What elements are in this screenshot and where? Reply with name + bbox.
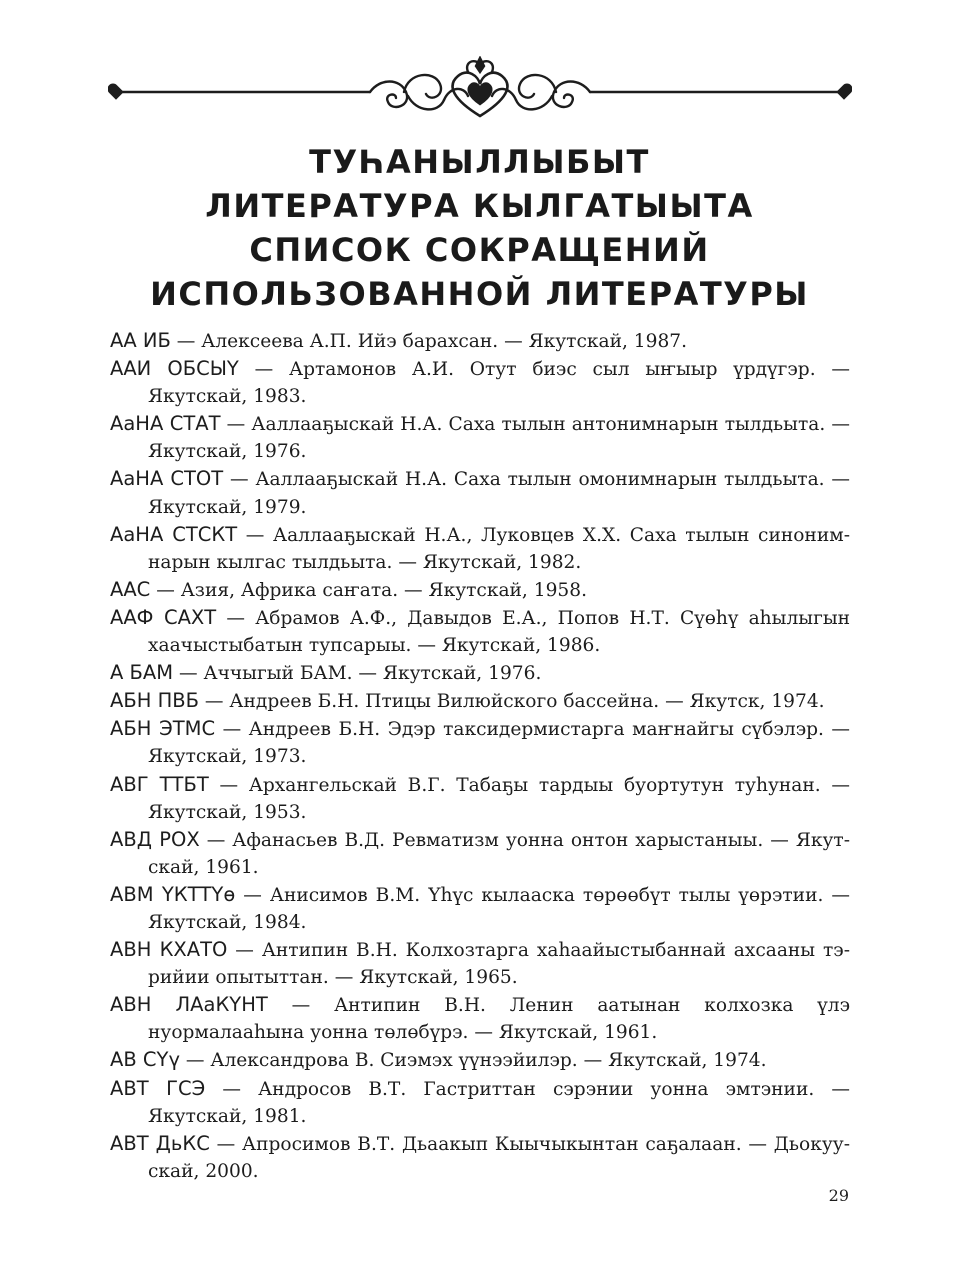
- list-item: [110, 355, 850, 410]
- list-item: [110, 1130, 850, 1185]
- entry-text: Андросов В.Т. Гастриттан сэрэнии уонна эмтэнии. — Якутскай, 1981.: [148, 1078, 850, 1127]
- entry-text: Апросимов В.Т. Дьаакып Кыычыкынтан саҕалаан. — Дьокуускай, 2000.: [148, 1133, 851, 1182]
- entry-text: Александрова В. Сиэмэх үүнээйилэр. — Якутскай, 1974.: [210, 1050, 767, 1072]
- list-item: [110, 659, 850, 687]
- title-russian-line-1: СПИСОК СОКРАЩЕНИЙ: [249, 231, 710, 269]
- entry-abbreviation: А БАМ: [110, 661, 174, 685]
- entry-abbreviation: АаНА СТСКТ: [110, 522, 238, 546]
- entry-text: Антипин В.Н. Колхозтарга хаһаайыстыбаннай ахсааны тэрийии опытыттан. — Якутскай, 1965.: [148, 940, 851, 989]
- list-item: [110, 327, 850, 355]
- entry-abbreviation: АВТ ГСЭ: [110, 1076, 206, 1100]
- entry-abbreviation: ААФ САХТ: [110, 605, 217, 629]
- list-item: [110, 576, 850, 604]
- entry-separator: —: [150, 579, 181, 601]
- entry-separator: —: [227, 940, 262, 962]
- entry-separator: —: [215, 719, 249, 741]
- entry-text: Алексеева А.П. Ийэ барахсан. — Якутскай, 1987.: [201, 331, 688, 352]
- entry-separator: —: [173, 663, 204, 685]
- entry-separator: —: [220, 414, 252, 436]
- entry-text: Абрамов А.Ф., Давыдов Е.А., Попов Н.Т. Сүөһү аһылыгын хаачыстыбатын тупсарыы. — Якутскай, 1986.: [148, 607, 851, 657]
- entry-abbreviation: АаНА СТАТ: [110, 412, 221, 436]
- entry-separator: —: [216, 607, 256, 629]
- entry-text: Архангельскай В.Г. Табаҕы тардыы буортутун туһунан. — Якутскай, 1953.: [148, 774, 851, 823]
- list-item: [110, 604, 850, 659]
- list-item: [110, 771, 850, 826]
- entry-abbreviation: АВД РОХ: [110, 827, 200, 851]
- title-yakut: [0, 140, 959, 228]
- entry-text: Артамонов А.И. Отут биэс сыл ыҥыыр үрдүгэр. — Якутскай, 1983.: [148, 359, 850, 408]
- list-item: [110, 521, 850, 576]
- entry-text: Антипин В.Н. Ленин аатынан колхозка үлэ нуормалааһына уонна төлөбүрэ. — Якутскай, 1961.: [148, 995, 851, 1044]
- entry-text: Афанасьев В.Д. Ревматизм уонна онтон харыстаныы. — Якутскай, 1961.: [148, 829, 850, 878]
- list-item: [110, 936, 850, 991]
- abbreviation-list: [110, 327, 850, 1185]
- entry-separator: —: [209, 1133, 243, 1155]
- entry-separator: —: [238, 359, 289, 381]
- list-item: [110, 410, 850, 465]
- title-yakut-line-2: ЛИТЕРАТУРА КЫЛГАТЫЫТА: [205, 187, 754, 225]
- ornamental-divider-icon: [108, 56, 852, 128]
- entry-separator: —: [205, 1078, 259, 1100]
- entry-separator: —: [170, 331, 202, 352]
- entry-abbreviation: АВН ЛАаКҮНТ: [110, 993, 268, 1017]
- entry-separator: —: [237, 524, 274, 546]
- list-item: [110, 687, 850, 715]
- list-item: [110, 715, 850, 770]
- title-yakut-line-1: ТУҺАНЫЛЛЫБЫТ: [309, 143, 650, 181]
- list-item: [110, 1046, 850, 1074]
- entry-abbreviation: АБН ЭТМС: [110, 717, 216, 741]
- entry-text: Андреев Б.Н. Птицы Вилюйского бассейна. — Якутск, 1974.: [229, 691, 825, 713]
- list-item: [110, 826, 850, 881]
- list-item: [110, 465, 850, 520]
- entry-text: Анисимов В.М. Үһүс кылааска төрөөбүт тылы үөрэтии. — Якутскай, 1984.: [148, 884, 850, 933]
- entry-abbreviation: ААС: [110, 577, 151, 601]
- page-number: 29: [828, 1186, 849, 1205]
- entry-abbreviation: АБН ПВБ: [110, 689, 199, 713]
- entry-separator: —: [223, 469, 256, 491]
- entry-abbreviation: АВ СҮү: [110, 1048, 180, 1072]
- entry-abbreviation: АВН КХАТО: [110, 938, 228, 962]
- entry-abbreviation: АВМ ҮКТТҮө: [110, 882, 236, 906]
- entry-text: Ааллааҕыскай Н.А., Луковцев Х.Х. Саха тылын синонимнарын кылгас тылдьыта. — Якутскай, 1982.: [148, 524, 850, 573]
- entry-separator: —: [235, 884, 270, 906]
- entry-separator: —: [199, 829, 233, 851]
- title-russian: [0, 228, 959, 316]
- entry-text: Ааллааҕыскай Н.А. Саха тылын антонимнарын тылдьыта. — Якутскай, 1976.: [148, 414, 850, 463]
- entry-abbreviation: АВГ ТТБТ: [110, 772, 209, 796]
- entry-abbreviation: АА ИБ: [110, 329, 171, 352]
- entry-separator: —: [179, 1050, 211, 1072]
- entry-abbreviation: АаНА СТОТ: [110, 467, 224, 491]
- list-item: [110, 881, 850, 936]
- entry-separator: —: [267, 995, 335, 1017]
- entry-text: Аччыгый БАМ. — Якутскай, 1976.: [203, 663, 542, 685]
- list-item: [110, 991, 850, 1046]
- entry-separator: —: [208, 774, 249, 796]
- entry-text: Ааллааҕыскай Н.А. Саха тылын омонимнарын тылдьыта. — Якутскай, 1979.: [148, 469, 850, 518]
- list-item: [110, 1075, 850, 1130]
- entry-abbreviation: АВТ ДьКС: [110, 1131, 210, 1155]
- title-russian-line-2: ИСПОЛЬЗОВАННОЙ ЛИТЕРАТУРЫ: [150, 275, 809, 313]
- entry-separator: —: [199, 691, 230, 713]
- entry-text: Андреев Б.Н. Эдэр таксидермистарга маҥнайгы сүбэлэр. — Якутскай, 1973.: [148, 719, 850, 768]
- entry-text: Азия, Африка саҥата. — Якутскай, 1958.: [180, 579, 587, 601]
- entry-abbreviation: ААИ ОБСЫҮ: [110, 357, 239, 381]
